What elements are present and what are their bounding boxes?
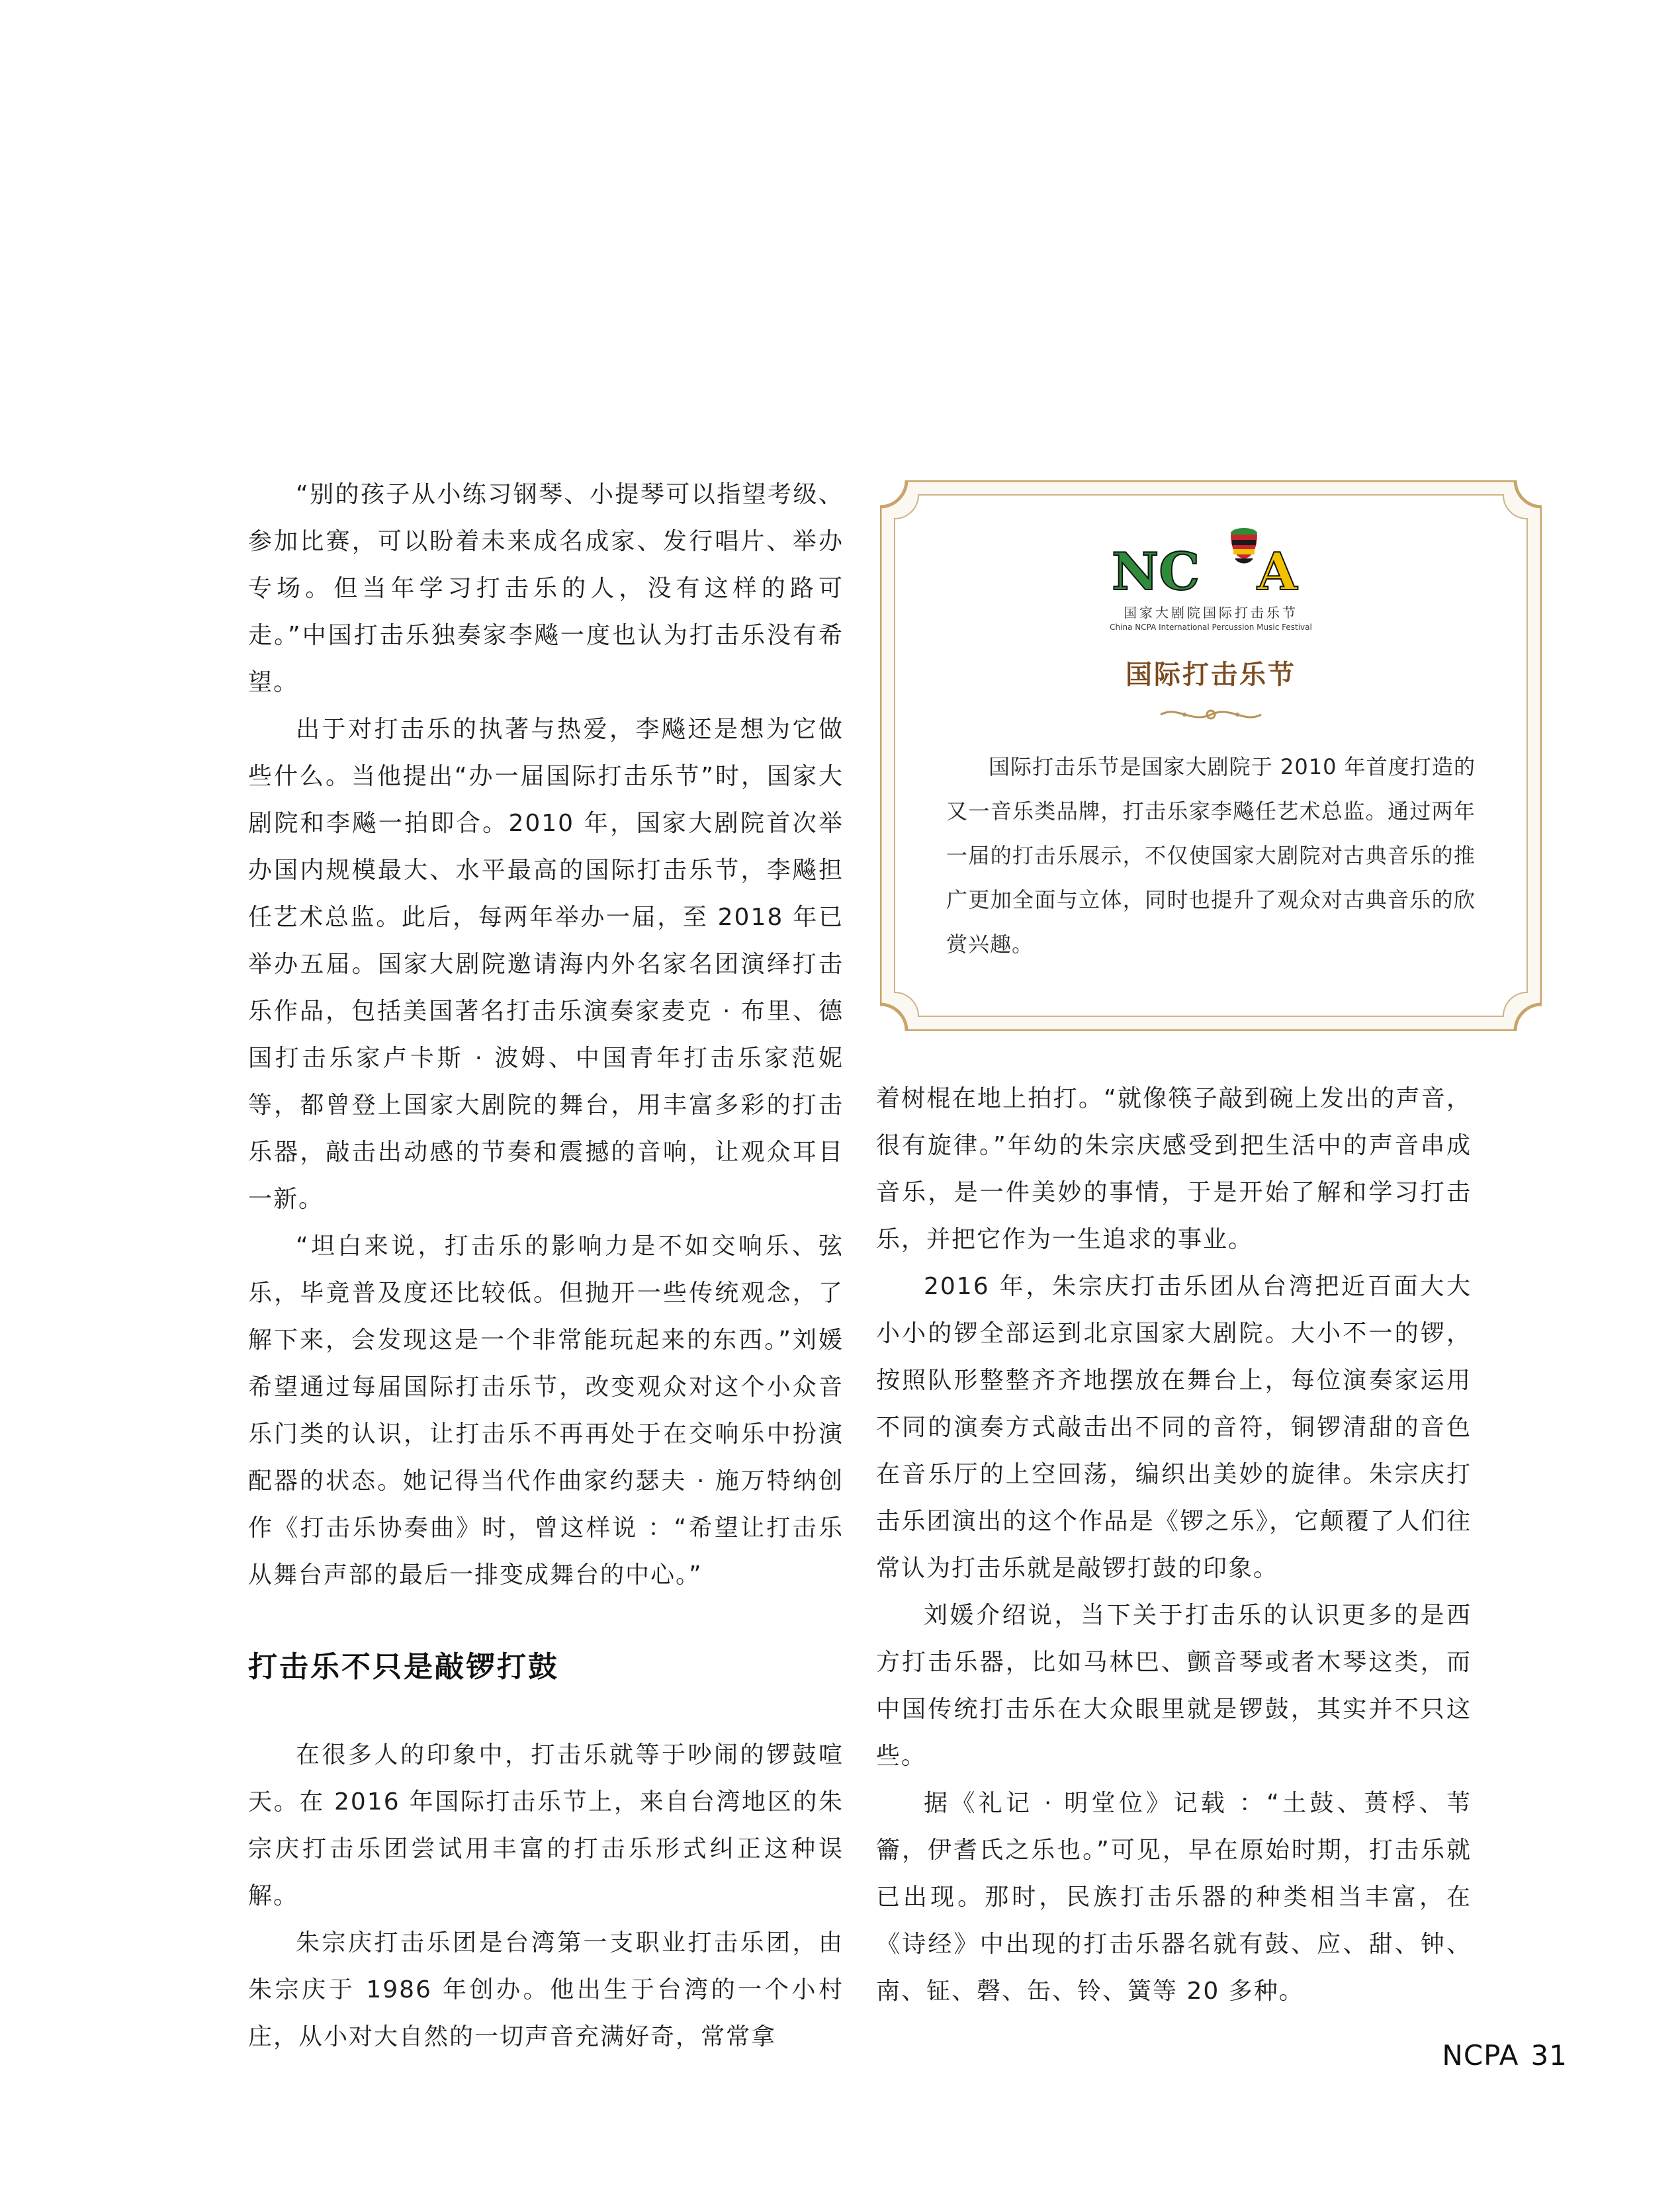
festival-logo	[880, 520, 1542, 632]
svg-text:A: A	[1257, 542, 1298, 599]
footer-brand: NCPA	[1442, 2039, 1519, 2072]
svg-text:NC: NC	[1112, 542, 1200, 599]
logo-name-en: China NCPA International Percussion Music Festival	[1110, 623, 1312, 632]
flourish-ornament-icon	[1158, 701, 1264, 728]
page-number: 31	[1530, 2039, 1568, 2072]
left-column	[248, 471, 844, 2060]
paragraph: 2016 年，朱宗庆打击乐团从台湾把近百面大大小小的锣全部运到北京国家大剧院。大小不一的锣，按照队形整整齐齐地摆放在舞台上，每位演奏家运用不同的演奏方式敲击出不同的音符，铜锣清甜的音色在音乐厅的上空回荡，编织出美妙的旋律。朱宗庆打击乐团演出的这个作品是《锣之乐》，它颠覆了人们往常认为打击乐就是敲锣打鼓的印象。	[876, 1273, 1472, 1582]
right-column	[876, 1075, 1472, 2015]
paragraph: “别的孩子从小练习钢琴、小提琴可以指望考级、参加比赛，可以盼着未来成名成家、发行唱片、举办专场。但当年学习打击乐的人，没有这样的路可走。”中国打击乐独奏家李飚一度也认为打击乐没有希望。	[248, 481, 844, 696]
logo-name-cn: 国家大剧院国际打击乐节	[1124, 605, 1298, 621]
paragraph: 在很多人的印象中，打击乐就等于吵闹的锣鼓喧天。在 2016 年国际打击乐节上，来自台湾地区的朱宗庆打击乐团尝试用丰富的打击乐形式纠正这种误解。	[248, 1741, 844, 1909]
page-footer	[1430, 2039, 1568, 2072]
sidebar-box	[880, 480, 1542, 1031]
section-heading: 打击乐不只是敲锣打鼓	[248, 1650, 559, 1684]
ncpa-drum-logo-icon	[1105, 520, 1317, 599]
paragraph: 朱宗庆打击乐团是台湾第一支职业打击乐团，由朱宗庆于 1986 年创办。他出生于台湾的一个小村庄，从小对大自然的一切声音充满好奇，常常拿	[248, 1929, 844, 2050]
sidebar-title: 国际打击乐节	[1126, 660, 1296, 690]
paragraph-continuation: 着树棍在地上拍打。“就像筷子敲到碗上发出的声音，很有旋律。”年幼的朱宗庆感受到把生活中的声音串成音乐，是一件美妙的事情，于是开始了解和学习打击乐，并把它作为一生追求的事业。	[876, 1085, 1472, 1253]
paragraph: “坦白来说，打击乐的影响力是不如交响乐、弦乐，毕竟普及度还比较低。但抛开一些传统观念，了解下来，会发现这是一个非常能玩起来的东西。”刘媛希望通过每届国际打击乐节，改变观众对这个小众音乐门类的认识，让打击乐不再再处于在交响乐中扮演配器的状态。她记得当代作曲家约瑟夫 · 施万特纳创作《打击乐协奏曲》时，曾这样说 ：“希望让打击乐从舞台声部的最后一排变成舞台的中心。”	[248, 1233, 844, 1589]
paragraph: 出于对打击乐的执著与热爱，李飚还是想为它做些什么。当他提出“办一届国际打击乐节”时，国家大剧院和李飚一拍即合。2010 年，国家大剧院首次举办国内规模最大、水平最高的国际打击乐节，李飚担任艺术总监。此后，每两年举办一届，至 2018 年已举办五届。国家大剧院邀请海内外名家名团演绎打击乐作品，包括美国著名打击乐演奏家麦克 · 布里、德国打击乐家卢卡斯 · 波姆、中国青年打击乐家范妮等，都曾登上国家大剧院的舞台，用丰富多彩的打击乐器，敲击出动感的节奏和震撼的音响，让观众耳目一新。	[248, 716, 844, 1213]
sidebar-body: 国际打击乐节是国家大剧院于 2010 年首度打造的又一音乐类品牌，打击乐家李飚任艺术总监。通过两年一届的打击乐展示，不仅使国家大剧院对古典音乐的推广更加全面与立体，同时也提升了观众对古典音乐的欣赏兴趣。	[946, 754, 1476, 957]
paragraph: 刘媛介绍说，当下关于打击乐的认识更多的是西方打击乐器，比如马林巴、颤音琴或者木琴这类，而中国传统打击乐在大众眼里就是锣鼓，其实并不只这些。	[876, 1602, 1472, 1770]
paragraph: 据《礼记 · 明堂位》记载 ：“土鼓、蒉桴、苇籥，伊耆氏之乐也。”可见，早在原始时期，打击乐就已出现。那时，民族打击乐器的种类相当丰富，在《诗经》中出现的打击乐器名就有鼓、应、甜、钟、南、钲、磬、缶、铃、簧等 20 多种。	[876, 1790, 1472, 2005]
